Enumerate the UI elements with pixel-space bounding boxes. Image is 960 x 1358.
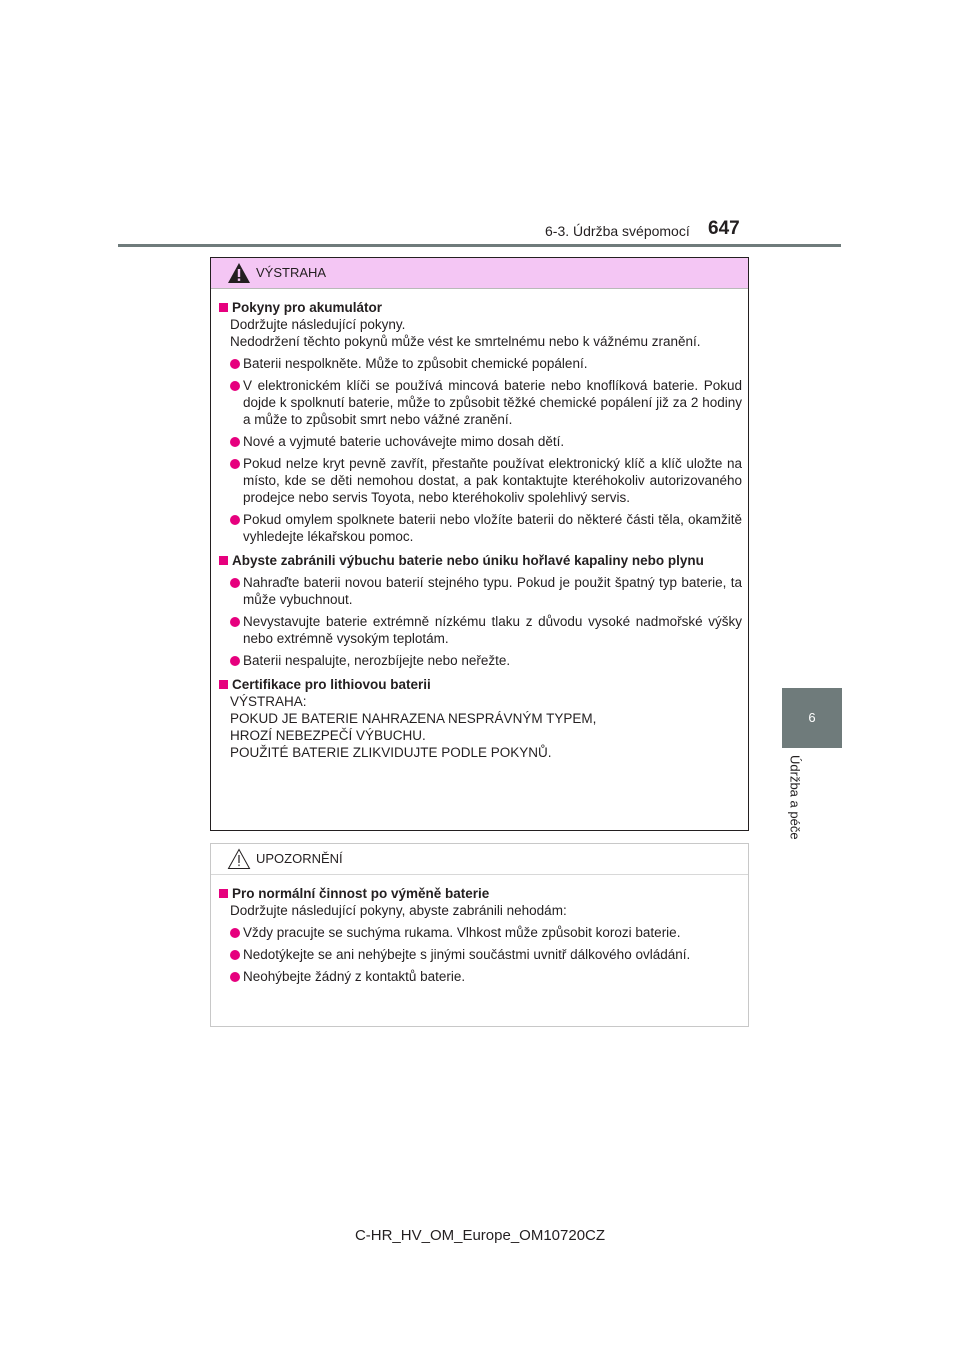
section-heading — [219, 885, 742, 902]
round-bullet-icon — [230, 656, 240, 666]
list-item-text: Nahraďte baterii novou baterií stejného typu. Pokud je použit špatný typ baterie, ta může vybuchnout. — [243, 575, 742, 607]
list-item — [219, 574, 742, 608]
section-heading — [219, 552, 742, 569]
list-item-text: Nové a vyjmuté baterie uchovávejte mimo dosah dětí. — [243, 434, 565, 449]
round-bullet-icon — [230, 381, 240, 391]
intro-line: Dodržujte následující pokyny. — [230, 317, 406, 332]
round-bullet-icon — [230, 617, 240, 627]
intro-line: VÝSTRAHA: — [230, 694, 307, 709]
list-item-text: V elektronickém klíči se používá mincová baterie nebo knoflíková baterie. Pokud dojde k spolknutí baterie, může to způsobit těžké chemické popálení již za 2 hodiny a může to způsobit smrt nebo vážné zranění. — [243, 378, 742, 427]
warning-triangle-icon — [227, 262, 251, 284]
list-item — [219, 946, 742, 963]
list-item-text: Nevystavujte baterie extrémně nízkému tlaku z důvodu vysoké nadmořské výšky nebo extrémně vysokým teplotám. — [243, 614, 742, 646]
list-item-text: Pokud nelze kryt pevně zavřít, přestaňte používat elektronický klíč a klíč uložte na místo, kde se děti nemohou dostat, a pak kontaktujte kteréhokoliv autorizovaného prodejce nebo servis Toyota, nebo kteréhokoliv spolehlivý servis. — [243, 456, 742, 505]
list-item — [219, 652, 742, 669]
warning-header — [211, 258, 748, 289]
bullet-list — [219, 355, 742, 545]
page-number: 647 — [708, 218, 740, 239]
round-bullet-icon — [230, 928, 240, 938]
square-bullet-icon — [219, 556, 228, 565]
list-item — [219, 433, 742, 450]
chapter-side-label: Údržba a péče — [787, 755, 803, 840]
square-bullet-icon — [219, 303, 228, 312]
bullet-list — [219, 574, 742, 669]
round-bullet-icon — [230, 578, 240, 588]
list-item-text: Vždy pracujte se suchýma rukama. Vlhkost může způsobit korozi baterie. — [243, 925, 681, 940]
chapter-tab: 6 — [782, 688, 842, 748]
round-bullet-icon — [230, 437, 240, 447]
list-item — [219, 377, 742, 428]
warning-body — [211, 289, 748, 761]
section-heading — [219, 299, 742, 316]
section-heading-text: Pro normální činnost po výměně baterie — [232, 886, 490, 901]
caution-header — [211, 844, 748, 875]
round-bullet-icon — [230, 950, 240, 960]
section-heading — [219, 676, 742, 693]
square-bullet-icon — [219, 680, 228, 689]
intro-line: Nedodržení těchto pokynů může vést ke smrtelnému nebo k vážnému zranění. — [230, 334, 701, 349]
section-heading-text: Abyste zabránili výbuchu baterie nebo úniku hořlavé kapaliny nebo plynu — [232, 553, 704, 568]
round-bullet-icon — [230, 459, 240, 469]
list-item — [219, 968, 742, 985]
intro-line: POKUD JE BATERIE NAHRAZENA NESPRÁVNÝM TYPEM, — [230, 711, 597, 726]
section-title: 6-3. Údržba svépomocí — [545, 223, 690, 239]
square-bullet-icon — [219, 889, 228, 898]
caution-body — [211, 875, 748, 985]
list-item — [219, 455, 742, 506]
bullet-list — [219, 924, 742, 985]
intro-line: HROZÍ NEBEZPEČÍ VÝBUCHU. — [230, 728, 426, 743]
list-item-text: Nedotýkejte se ani nehýbejte s jinými součástmi uvnitř dálkového ovládání. — [243, 947, 691, 962]
section-heading-text: Certifikace pro lithiovou baterii — [232, 677, 431, 692]
list-item-text: Baterii nespolkněte. Může to způsobit chemické popálení. — [243, 356, 588, 371]
warning-box — [210, 257, 749, 831]
list-item-text: Baterii nespalujte, nerozbíjejte nebo neřežte. — [243, 653, 511, 668]
round-bullet-icon — [230, 515, 240, 525]
section-heading-text: Pokyny pro akumulátor — [232, 300, 383, 315]
document-id: C-HR_HV_OM_Europe_OM10720CZ — [354, 1227, 606, 1244]
caution-box — [210, 843, 749, 1027]
list-item — [219, 511, 742, 545]
list-item — [219, 613, 742, 647]
caution-triangle-icon — [227, 848, 251, 870]
list-item-text: Pokud omylem spolknete baterii nebo vložíte baterii do některé části těla, okamžitě vyhledejte lékařskou pomoc. — [243, 512, 742, 544]
list-item-text: Neohýbejte žádný z kontaktů baterie. — [243, 969, 466, 984]
caution-title: UPOZORNĚNÍ — [256, 851, 343, 866]
list-item — [219, 924, 742, 941]
warning-title: VÝSTRAHA — [256, 265, 327, 280]
round-bullet-icon — [230, 359, 240, 369]
intro-line: Dodržujte následující pokyny, abyste zabránili nehodám: — [230, 903, 567, 918]
round-bullet-icon — [230, 972, 240, 982]
header-divider — [118, 244, 841, 247]
list-item — [219, 355, 742, 372]
intro-line: POUŽITÉ BATERIE ZLIKVIDUJTE PODLE POKYNŮ. — [230, 745, 552, 760]
